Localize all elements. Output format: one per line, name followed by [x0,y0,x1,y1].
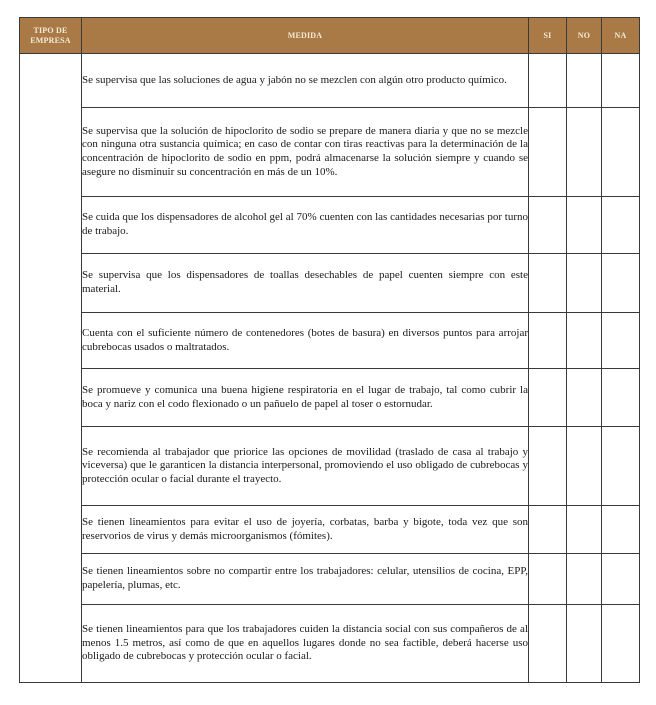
no-cell[interactable] [567,427,602,506]
na-cell[interactable] [602,197,640,254]
header-tipo-empresa: TIPO DE EMPRESA [20,18,82,54]
table-row [20,108,640,197]
header-no: NO [567,18,602,54]
table-row [20,369,640,427]
medida-cell: Se tienen lineamientos para evitar el uso de joyería, corbatas, barba y bigote, toda vez que son reservorios de virus y demás microorganismos (fómites). [82,506,529,554]
table-row [20,313,640,369]
header-si: SI [529,18,567,54]
table-row [20,427,640,506]
medida-cell: Se supervisa que los dispensadores de toallas desechables de papel cuenten siempre con este material. [82,254,529,313]
tipo-empresa-cell[interactable] [20,54,82,683]
no-cell[interactable] [567,108,602,197]
medida-cell: Se tienen lineamientos para que los trabajadores cuiden la distancia social con sus compañeros de al menos 1.5 metros, así como de que en aquellos lugares donde no sea factible, deberá hacerse uso obligado de cubrebocas y protección ocular o facial. [82,605,529,683]
si-cell[interactable] [529,254,567,313]
si-cell[interactable] [529,427,567,506]
si-cell[interactable] [529,605,567,683]
no-cell[interactable] [567,605,602,683]
table-header [20,18,640,54]
si-cell[interactable] [529,197,567,254]
na-cell[interactable] [602,506,640,554]
header-row [20,18,640,54]
na-cell[interactable] [602,54,640,108]
table-row [20,197,640,254]
no-cell[interactable] [567,554,602,605]
medida-cell: Se supervisa que la solución de hipoclorito de sodio se prepare de manera diaria y que no se mezcle con ninguna otra sustancia química; en caso de contar con tiras reactivas para la determinación de la concentración de hipoclorito de sodio en ppm, podrá almacenarse la solución siempre y cuando se asegure no disminuir su concentración en más de un 10%. [82,108,529,197]
no-cell[interactable] [567,506,602,554]
na-cell[interactable] [602,554,640,605]
medida-cell: Se promueve y comunica una buena higiene respiratoria en el lugar de trabajo, tal como cubrir la boca y nariz con el codo flexionado o un pañuelo de papel al toser o estornudar. [82,369,529,427]
table-row [20,605,640,683]
no-cell[interactable] [567,313,602,369]
medida-cell: Cuenta con el suficiente número de contenedores (botes de basura) en diversos puntos para arrojar cubrebocas usados o maltratados. [82,313,529,369]
checklist-table [19,17,640,683]
header-na: NA [602,18,640,54]
si-cell[interactable] [529,554,567,605]
si-cell[interactable] [529,369,567,427]
na-cell[interactable] [602,254,640,313]
na-cell[interactable] [602,313,640,369]
si-cell[interactable] [529,506,567,554]
na-cell[interactable] [602,369,640,427]
na-cell[interactable] [602,427,640,506]
no-cell[interactable] [567,197,602,254]
no-cell[interactable] [567,254,602,313]
table-row [20,554,640,605]
table-row [20,506,640,554]
table-row [20,254,640,313]
medida-cell: Se supervisa que las soluciones de agua y jabón no se mezclen con algún otro producto químico. [82,54,529,108]
si-cell[interactable] [529,313,567,369]
no-cell[interactable] [567,369,602,427]
header-medida: MEDIDA [82,18,529,54]
si-cell[interactable] [529,108,567,197]
table-body [20,54,640,683]
table-row [20,54,640,108]
na-cell[interactable] [602,108,640,197]
medida-cell: Se recomienda al trabajador que priorice las opciones de movilidad (traslado de casa al trabajo y viceversa) que le garanticen la distancia interpersonal, promoviendo el uso obligado de cubrebocas y protección ocular o facial durante el trayecto. [82,427,529,506]
no-cell[interactable] [567,54,602,108]
na-cell[interactable] [602,605,640,683]
medida-cell: Se tienen lineamientos sobre no compartir entre los trabajadores: celular, utensilios de cocina, EPP, papelería, plumas, etc. [82,554,529,605]
medida-cell: Se cuida que los dispensadores de alcohol gel al 70% cuenten con las cantidades necesarias por turno de trabajo. [82,197,529,254]
si-cell[interactable] [529,54,567,108]
